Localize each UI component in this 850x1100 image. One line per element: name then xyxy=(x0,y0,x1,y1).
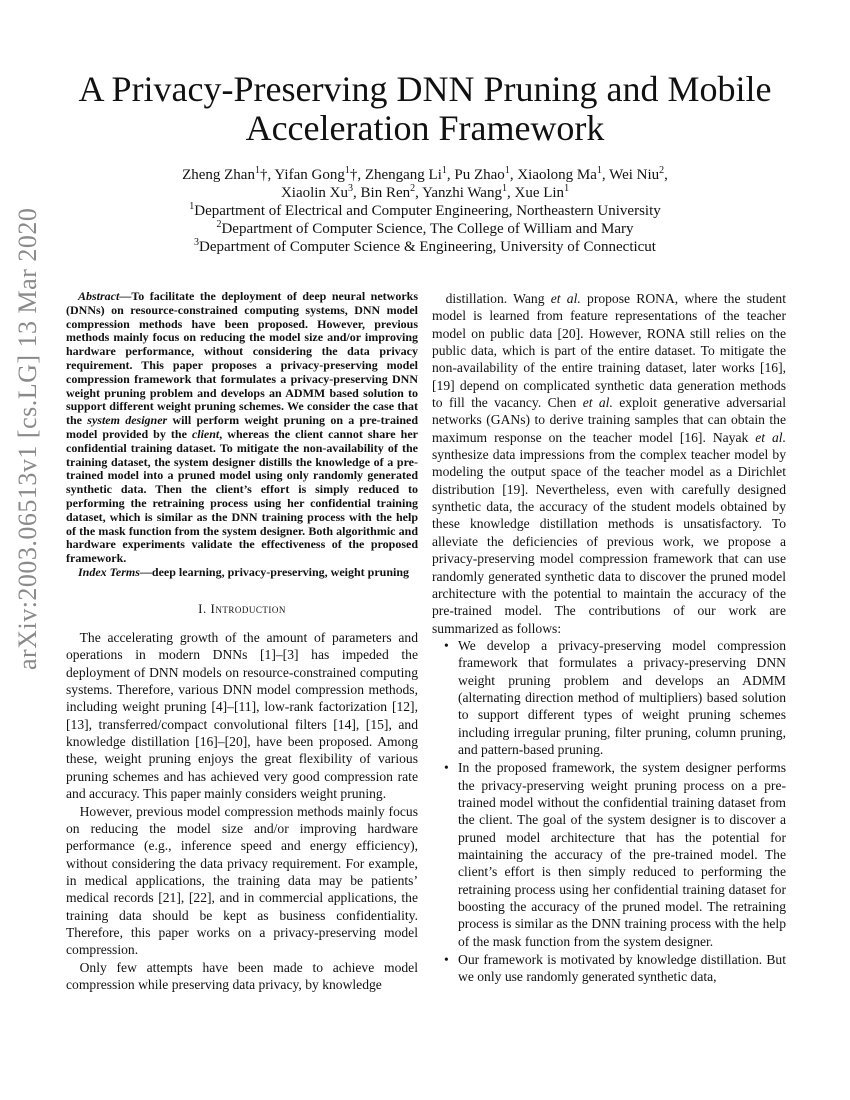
author-affiliation-mark: 2 xyxy=(659,165,665,176)
paper-title: A Privacy-Preserving DNN Pruning and Mobile Acceleration Framework xyxy=(78,69,772,148)
author-name: Xiaolin Xu xyxy=(280,185,349,201)
abstract xyxy=(66,290,418,566)
author-name: Xue Lin xyxy=(514,185,565,201)
contribution-text: We develop a privacy-preserving model compression framework that formulates a privacy-preserving DNN weight pruning problem and develops an ADMM (alternating direction method of multipliers) based solution to support different types of weight pruning schemes including irregular pruning, filter pruning, column pruning, and pattern-based pruning. xyxy=(458,637,786,757)
list-item xyxy=(432,759,786,950)
contribution-text: In the proposed framework, the system designer performs the privacy-preserving weight pruning process on a pre-trained model without the confidential training dataset from the client. The goal of the system designer is to discover a pruned model architecture that has the potential for maintaining the accuracy of the pre-trained model. The client’s effort is then simply reduced to performing the retraining process using her confidential training dataset for boosting the accuracy of the pruned model. The retraining process is similar as the DNN training process with the help of the mask function from the system designer. xyxy=(458,760,786,949)
index-terms xyxy=(66,566,418,580)
contributions-list xyxy=(432,637,786,986)
abstract-text: will perform weight pruning on a pre-trained model provided by the xyxy=(66,413,418,441)
contribution-text: Our framework is motivated by knowledge distillation. But we only use randomly generated synthetic data, xyxy=(458,952,786,985)
author-name: Yifan Gong xyxy=(274,167,345,183)
list-item xyxy=(432,951,786,986)
author-line-1: Zheng Zhan$^1$†, Yifan Gong$^1$†, Zhengang Li$^1$, Pu Zhao$^1$, Xiaolong Ma$^1$, Wei Niu$^2$, xyxy=(182,165,668,183)
citation-emphasis: et al. xyxy=(550,291,581,306)
intro-paragraph: However, previous model compression methods mainly focus on reducing the model size and/or improving hardware performance (e.g., inference speed and energy efficiency), without considering the data privacy requirement. For example, in medical applications, the training data may be patients’ medical records [21], [22], and in commercial applications, the training data should be kept as business confidentiality. Therefore, this paper works on a privacy-preserving model compression. xyxy=(66,803,418,958)
section-heading-introduction: I. Introduction xyxy=(198,600,286,616)
bullet-icon: • xyxy=(444,952,449,968)
affiliation-2 xyxy=(60,220,790,238)
affiliation-text: Department of Computer Science, The College of William and Mary xyxy=(221,221,634,237)
affiliation-text: Department of Electrical and Computer Engineering, Northeastern University xyxy=(194,203,661,219)
author-name: Wei Niu xyxy=(609,167,660,183)
index-terms-text: —deep learning, privacy-preserving, weight pruning xyxy=(139,564,410,579)
affiliation-3 xyxy=(60,238,790,256)
intro-paragraph: Only few attempts have been made to achieve model compression while preserving data privacy, by knowledge xyxy=(66,959,418,992)
intro-paragraph-continued xyxy=(432,290,786,637)
abstract-emphasis: client xyxy=(191,426,220,441)
body-text: distillation. Wang xyxy=(445,291,551,306)
author-affiliation-mark: 1 xyxy=(501,183,507,194)
right-column xyxy=(432,290,786,987)
affiliation-number: 3 xyxy=(194,237,200,248)
affiliation-number: 1 xyxy=(189,201,195,212)
arxiv-identifier-sidebar: arXiv:2003.06513v1 [cs.LG] 13 Mar 2020 xyxy=(13,207,42,670)
equal-contribution-mark: † xyxy=(349,167,358,183)
citation-emphasis: et al. xyxy=(582,395,613,411)
author-name: Yanzhi Wang xyxy=(422,185,502,201)
body-text: propose RONA, where the student model is learned from feature representations of the teacher model on public data [20]. However, RONA still relies on the public data, which is part of the entire dataset. To mitigate the non-availability of the entire training dataset, later works [16], [19] depend on complicated synthetic data generation methods to fill the vacancy. Chen xyxy=(432,291,787,411)
author-line-2: Xiaolin Xu$^3$, Bin Ren$^2$, Yanzhi Wang$^1$, Xue Lin$^1$ xyxy=(280,183,570,201)
abstract-emphasis: system designer xyxy=(87,413,168,428)
list-item xyxy=(432,637,786,758)
body-text: exploit generative adversarial networks (GANs) to derive training samples that can obtain the maximum response on the teacher model [16]. Nayak xyxy=(432,395,786,445)
bullet-icon: • xyxy=(444,637,449,653)
author-name: Zheng Zhan xyxy=(182,167,255,183)
author-name: Bin Ren xyxy=(360,185,411,201)
abstract-label: Abstract xyxy=(78,289,120,303)
author-affiliation-mark: 1 xyxy=(596,165,602,176)
affiliation-number: 2 xyxy=(216,219,222,230)
author-affiliation-mark: 1 xyxy=(344,165,350,176)
left-column xyxy=(66,290,418,993)
affiliation-1 xyxy=(60,202,790,220)
equal-contribution-mark: † xyxy=(259,167,268,183)
author-affiliation-mark: 1 xyxy=(254,165,260,176)
intro-paragraph: The accelerating growth of the amount of parameters and operations in modern DNNs [1]–[3] has impeded the deployment of DNN models on resource-constrained computing systems. Therefore, various DNN model compression methods, including weight pruning [4]–[11], low-rank factorization [12], [13], transferred/compact convolutional filters [14], [15], and knowledge distillation [16]–[20], have been proposed. Among these, weight pruning enjoys the great flexibility of various pruning schemes and has achieved very good compression rate and accuracy. This paper mainly considers weight pruning. xyxy=(66,630,418,802)
author-affiliation-mark: 1 xyxy=(564,183,570,194)
author-name: Xiaolong Ma xyxy=(517,167,597,183)
author-name: Pu Zhao xyxy=(454,167,505,183)
author-affiliation-mark: 1 xyxy=(504,165,510,176)
index-terms-label: Index Terms xyxy=(78,564,140,579)
author-block xyxy=(60,166,790,256)
body-text: synthesize data impressions from the complex teacher model by modeling the output space of the teacher model as a Dirichlet distribution [19]. Nevertheless, even with carefully designed synthetic data, the accuracy of the student models obtained by these knowledge distillation methods is unsatisfactory. To alleviate the deficiencies of previous work, we propose a privacy-preserving model compression framework that can use randomly generated synthetic data to discover the pruned model architecture with the potential to maintain the accuracy of the pre-trained model. The contributions of our work are summarized as follows: xyxy=(432,447,786,636)
bullet-icon: • xyxy=(444,760,449,776)
citation-emphasis: et al. xyxy=(755,429,786,445)
author-name: Zhengang Li xyxy=(364,167,442,183)
author-affiliation-mark: 1 xyxy=(441,165,447,176)
affiliation-text: Department of Computer Science & Engineering, University of Connecticut xyxy=(199,239,656,255)
abstract-text: —To facilitate the deployment of deep neural networks (DNNs) on resource-constrained computing systems, DNN model compression methods have been proposed. However, previous methods mainly focus on reducing the model size and/or improving hardware performance, without considering the data privacy requirement. This paper proposes a privacy-preserving model compression framework that formulates a privacy-preserving DNN weight pruning problem and develops an ADMM based solution to support different weight pruning schemes. We consider the case that the xyxy=(66,289,418,428)
abstract-text: , whereas the client cannot share her confidential training dataset. To mitigate the non-availability of the training dataset, the system designer distills the knowledge of a pre-trained model into a pruned model using only randomly generated synthetic data. Then the client’s effort is simply reduced to performing the retraining process using her confidential training dataset, which is similar as the DNN training process with the help of the mask function from the system designer. Both algorithmic and hardware experiments validate the effectiveness of the proposed framework. xyxy=(66,426,418,566)
author-affiliation-mark: 2 xyxy=(410,183,416,194)
author-affiliation-mark: 3 xyxy=(348,183,354,194)
